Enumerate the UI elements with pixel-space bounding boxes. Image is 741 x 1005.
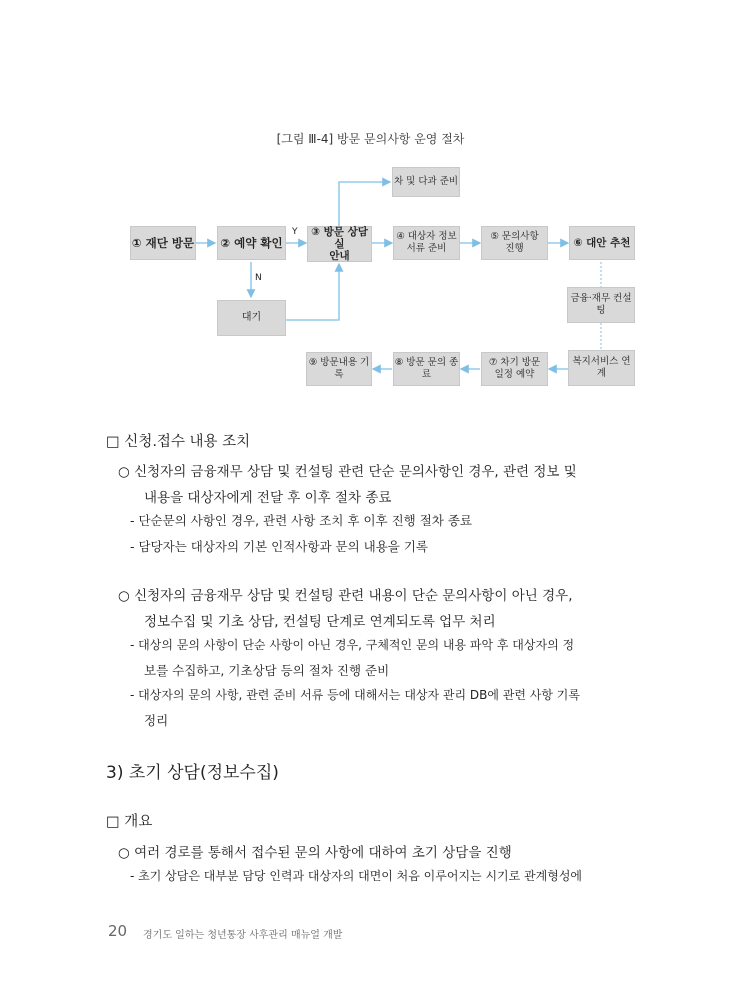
box-prep: 차 및 다과 준비: [392, 167, 460, 197]
section1-p2-line2: 정보수집 및 기초 상담, 컨설팅 단계로 연계되도록 업무 처리: [144, 614, 496, 630]
box-inquiry: ⑤ 문의사항 진행: [481, 226, 548, 260]
section1-p1-line1: ○ 신청자의 금융재무 상담 및 컨설팅 관련 단순 문의사항인 경우, 관련 정보 및: [118, 464, 577, 480]
section1-p1-line2: 내용을 대상자에게 전달 후 이후 절차 종료: [144, 490, 392, 506]
box-recommend: ⑥ 대안 추천: [569, 226, 635, 260]
section1-p2-line1: ○ 신청자의 금융재무 상담 및 컨설팅 관련 내용이 단순 문의사항이 아닌 경우,: [118, 588, 573, 604]
box-record: ⑨ 방문내용 기록: [306, 352, 372, 386]
section2-p1: ○ 여러 경로를 통해서 접수된 문의 사항에 대하여 초기 상담을 진행: [118, 845, 512, 861]
arrow-to-prep: [339, 182, 390, 226]
section1-dash4-line2: 정리: [144, 713, 169, 728]
box-finance: 금융·재무 컨설팅: [567, 287, 635, 323]
box-welfare: 복지서비스 연계: [568, 350, 635, 386]
box-docs: ④ 대상자 정보 서류 준비: [393, 226, 460, 260]
section2-heading: □ 개요: [106, 814, 153, 830]
section1-heading: □ 신청.접수 내용 조치: [106, 434, 251, 450]
page-number: 20: [108, 922, 128, 940]
label-no: N: [255, 273, 262, 283]
footer-text: 경기도 일하는 청년통장 사후관리 매뉴얼 개발: [143, 930, 343, 941]
box-next-visit: ⑦ 차기 방문 일정 예약: [481, 352, 548, 386]
section1-dash3-line2: 보를 수집하고, 기초상담 등의 절차 진행 준비: [144, 663, 390, 678]
box-guide: ③ 방문 상담실 안내: [307, 226, 372, 262]
box-reserve: ② 예약 확인: [217, 226, 286, 260]
flowchart-arrows: [0, 0, 741, 400]
section1-dash3-line1: - 대상의 문의 사항이 단순 사항이 아닌 경우, 구체적인 문의 내용 파악 후 대상자의 정: [130, 638, 575, 652]
arrow-wait-guide: [286, 264, 339, 320]
figure-title: [그림 Ⅲ-4] 방문 문의사항 운영 절차: [276, 132, 465, 146]
section1-dash4-line1: - 대상자의 문의 사항, 관련 준비 서류 등에 대해서는 대상자 관리 DB에 관련 사항 기록: [130, 688, 580, 702]
section1-dash2: - 담당자는 대상자의 기본 인적사항과 문의 내용을 기록: [130, 539, 428, 554]
label-yes: Y: [292, 227, 298, 237]
box-wait: 대기: [217, 300, 286, 336]
section2-dash1: - 초기 상담은 대부분 담당 인력과 대상자의 대면이 처음 이루어지는 시기로 관계형성에: [130, 869, 583, 883]
box-visit: ① 재단 방문: [130, 226, 196, 260]
box-end: ⑧ 방문 문의 종료: [393, 352, 460, 386]
section1-dash1: - 단순문의 사항인 경우, 관련 사항 조치 후 이후 진행 절차 종료: [130, 513, 472, 528]
section2-title: 3) 초기 상담(정보수집): [106, 763, 279, 783]
